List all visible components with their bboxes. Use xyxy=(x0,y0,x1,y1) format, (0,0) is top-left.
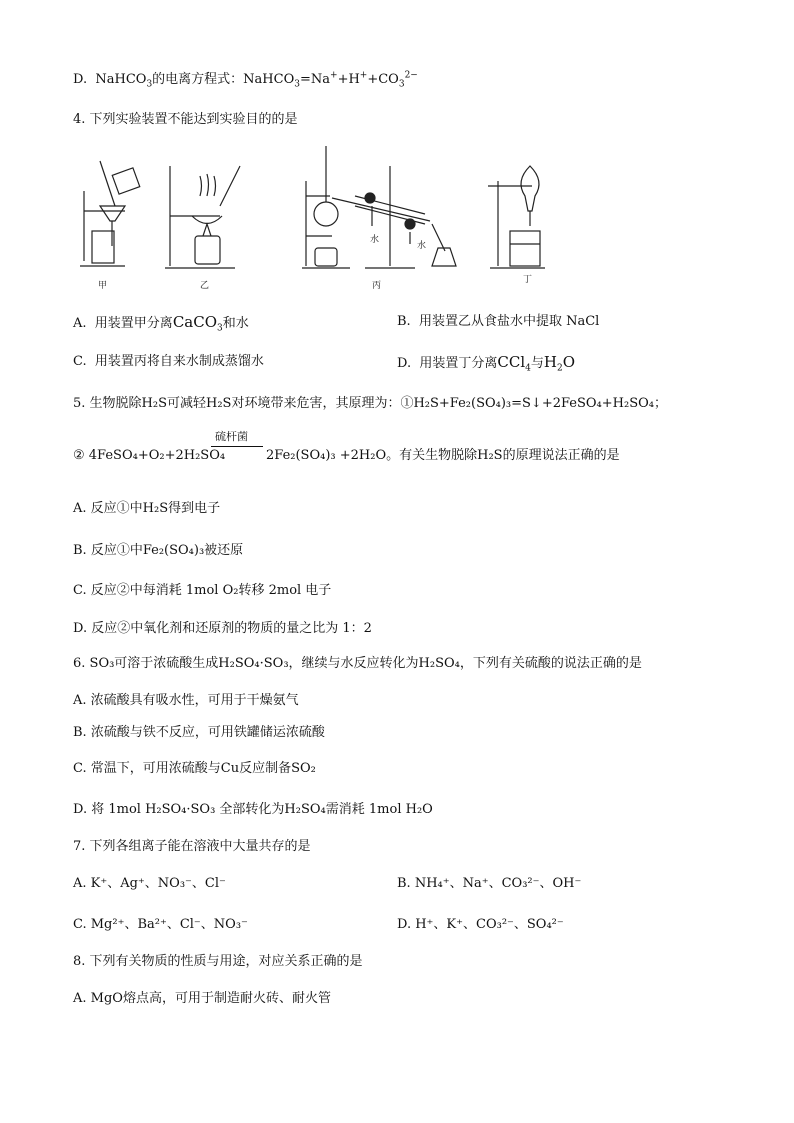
q5-option-a: A. 反应①中H₂S得到电子 xyxy=(73,501,221,516)
apparatus-yi xyxy=(165,166,240,268)
q5-option-d: D. 反应②中氧化剂和还原剂的物质的量之比为 1：2 xyxy=(73,621,372,636)
q4-option-d xyxy=(397,353,575,373)
text: 与 xyxy=(530,356,544,371)
superscript: 2− xyxy=(404,70,418,81)
q5-stem-line2-left: ② 4FeSO₄+O₂+2H₂SO₄ xyxy=(73,448,226,463)
q8-stem: 8. 下列有关物质的性质与用途，对应关系正确的是 xyxy=(73,954,363,969)
q7-option-c: C. Mg²⁺、Ba²⁺、Cl⁻、NO₃⁻ xyxy=(73,917,248,932)
subscript: 3 xyxy=(146,79,153,90)
q5-option-b: B. 反应①中Fe₂(SO₄)₃被还原 xyxy=(73,543,244,558)
subscript: 2 xyxy=(556,363,563,374)
caption-yi: 乙 xyxy=(200,281,210,291)
q5-option-c: C. 反应②中每消耗 1mol O₂转移 2mol 电子 xyxy=(73,583,332,598)
caption-ding: 丁 xyxy=(523,275,533,285)
water-label: 水 xyxy=(417,241,427,251)
apparatus-ding xyxy=(488,166,545,268)
q6-option-d: D. 将 1mol H₂SO₄·SO₃ 全部转化为H₂SO₄需消耗 1mol H₂O xyxy=(73,802,433,817)
text: +H xyxy=(337,72,360,87)
text: =Na xyxy=(299,72,331,87)
apparatus-bing xyxy=(302,146,456,268)
formula: CCl xyxy=(497,353,526,371)
option-label: D. xyxy=(397,356,412,371)
q6-option-c: C. 常温下，可用浓硫酸与Cu反应制备SO₂ xyxy=(73,761,316,776)
text: 和水 xyxy=(222,316,249,331)
formula: CaCO xyxy=(172,313,218,331)
formula: O xyxy=(562,353,576,371)
catalyst-label: 硫杆菌 xyxy=(215,430,248,443)
q7-stem: 7. 下列各组离子能在溶液中大量共存的是 xyxy=(73,839,311,854)
formula: H xyxy=(543,353,557,371)
q7-option-a: A. K⁺、Ag⁺、NO₃⁻、Cl⁻ xyxy=(73,876,226,891)
text: 用装置乙从食盐水中提取 NaCl xyxy=(418,314,600,329)
subscript: 3 xyxy=(294,79,300,90)
option-label: B. xyxy=(397,314,411,329)
q4-option-a xyxy=(73,313,249,333)
apparatus-diagram xyxy=(70,136,570,296)
subscript: 3 xyxy=(398,79,405,90)
superscript: + xyxy=(330,70,338,81)
q7-option-d: D. H⁺、K⁺、CO₃²⁻、SO₄²⁻ xyxy=(397,917,564,932)
option-label: C. xyxy=(73,354,87,369)
subscript: 3 xyxy=(217,323,223,334)
caption-jia: 甲 xyxy=(98,281,108,291)
q4-option-c xyxy=(73,353,264,371)
apparatus-jia xyxy=(80,161,140,266)
q4-stem: 4. 下列实验装置不能达到实验目的的是 xyxy=(73,112,298,127)
text: 用装置丙将自来水制成蒸馏水 xyxy=(94,354,264,369)
text: +CO xyxy=(367,72,399,87)
q5-stem-line2-right: 2Fe₂(SO₄)₃ +2H₂O。有关生物脱除H₂S的原理说法正确的是 xyxy=(266,448,620,463)
subscript: 4 xyxy=(525,363,531,374)
lab-apparatus-figure xyxy=(70,136,570,296)
q6-stem: 6. SO₃可溶于浓硫酸生成H₂SO₄·SO₃，继续与水反应转化为H₂SO₄，下列有关硫酸的说法正确的是 xyxy=(73,656,642,671)
q4-option-b xyxy=(397,313,599,331)
q6-option-a: A. 浓硫酸具有吸水性，可用于干燥氨气 xyxy=(73,693,299,708)
q5-stem-line1: 5. 生物脱除H₂S可减轻H₂S对环境带来危害，其原理为：①H₂S+Fe₂(SO₄)₃=S↓+2FeSO₄+H₂SO₄； xyxy=(73,396,667,411)
text: 用装置甲分离 xyxy=(94,316,173,331)
water-label: 水 xyxy=(370,235,380,245)
superscript: + xyxy=(359,70,368,81)
text: 用装置丁分离 xyxy=(419,356,498,371)
q7-option-b: B. NH₄⁺、Na⁺、CO₃²⁻、OH⁻ xyxy=(397,876,582,891)
caption-bing: 丙 xyxy=(372,281,382,291)
option-label: A. xyxy=(73,316,87,331)
q3-option-d xyxy=(73,71,418,89)
q6-option-b: B. 浓硫酸与铁不反应，可用铁罐储运浓硫酸 xyxy=(73,725,325,740)
q8-option-a: A. MgO熔点高，可用于制造耐火砖、耐火管 xyxy=(73,991,331,1006)
text: 的电离方程式：NaHCO xyxy=(152,72,295,87)
option-label: D. xyxy=(73,72,88,87)
formula: NaHCO xyxy=(95,72,147,87)
